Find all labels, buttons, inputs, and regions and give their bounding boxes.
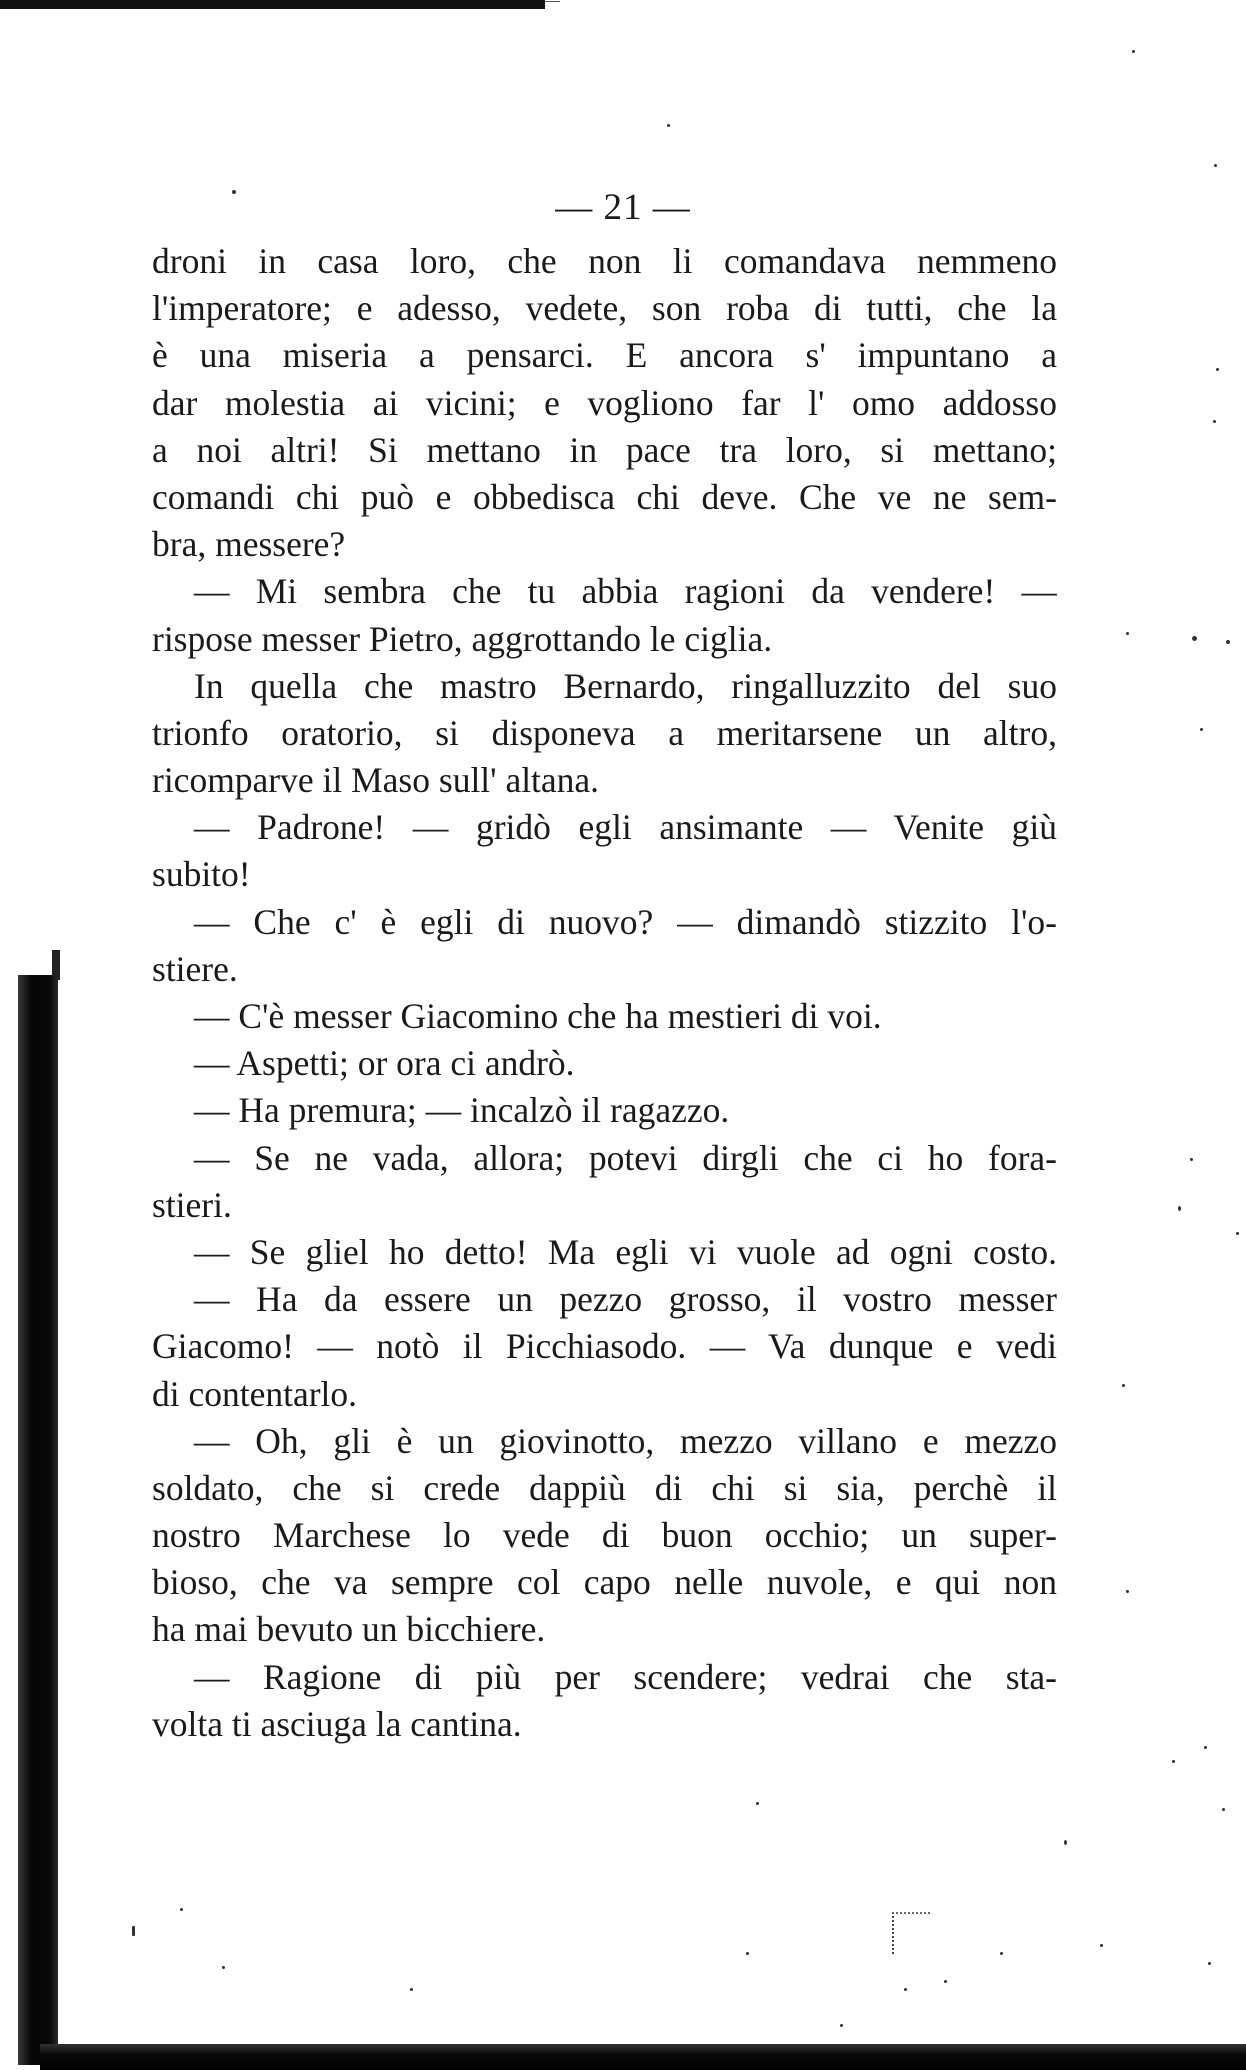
scan-speck (222, 1966, 225, 1969)
text-line: — C'è messer Giacomino che ha mestieri di voi. (194, 996, 882, 1036)
scan-speck (1204, 1746, 1207, 1749)
scan-speck (1192, 636, 1197, 641)
scan-speck (1200, 728, 1203, 731)
scan-speck (944, 1980, 947, 1983)
body-text (152, 238, 1057, 1748)
top-scan-border-tail (545, 1, 560, 2)
text-line: di contentarlo. (152, 1373, 358, 1414)
text-line: droni in casa loro, che non li comandava nemmeno (152, 241, 1057, 281)
text-line: — Se gliel ho detto! Ma egli vi vuole ad ogni costo. (194, 1231, 1057, 1272)
text-line: — Ha premura; — incalzò il ragazzo. (194, 1090, 730, 1131)
text-line: è una miseria a pensarci. E ancora s' impuntano a (152, 335, 1057, 376)
scan-speck (180, 1908, 183, 1911)
top-scan-border (0, 0, 545, 9)
text-line: volta ti asciuga la cantina. (152, 1703, 522, 1744)
text-line: comandi chi può e obbedisca chi deve. Che ve ne sem- (152, 476, 1057, 517)
scan-speck (1216, 368, 1219, 371)
page-number: — 21 — (555, 187, 691, 228)
scan-speck (840, 2024, 843, 2027)
text-line: — Se ne vada, allora; potevi dirgli che ci ho fora- (194, 1137, 1057, 1178)
scan-speck (1226, 640, 1230, 644)
text-line: subito! (152, 854, 251, 895)
left-scan-border (18, 975, 58, 2065)
text-line: ricomparve il Maso sull' altana. (152, 760, 600, 801)
scan-speck (1126, 632, 1129, 635)
text-line: — Ragione di più per scendere; vedrai che sta- (194, 1656, 1057, 1697)
text-line: a noi altri! Si mettano in pace tra loro, si mettano; (152, 429, 1057, 470)
text-line: l'imperatore; e adesso, vedete, son roba di tutti, che la (152, 288, 1057, 329)
text-line: stieri. (152, 1184, 232, 1225)
scan-speck (1190, 1158, 1193, 1161)
bottom-scan-border (40, 2044, 1246, 2070)
text-line: ha mai bevuto un bicchiere. (152, 1609, 546, 1650)
text-line: rispose messer Pietro, aggrottando le ciglia. (152, 618, 773, 659)
scan-speck (746, 1952, 749, 1955)
scan-speck (1122, 1384, 1125, 1387)
scan-speck (1213, 420, 1216, 423)
text-line: dar molestia ai vicini; e vogliono far l' omo addosso (152, 382, 1057, 423)
scan-speck (232, 190, 236, 194)
text-line: bioso, che va sempre col capo nelle nuvole, e qui non (152, 1562, 1057, 1603)
scan-speck (1172, 1760, 1175, 1763)
scan-smudge (892, 1912, 930, 1954)
text-line: trionfo oratorio, si disponeva a meritarsene un altro, (152, 712, 1057, 753)
scan-speck (1236, 1232, 1239, 1235)
text-line: — Aspetti; or ora ci andrò. (194, 1043, 575, 1084)
text-line: soldato, che si crede dappiù di chi si sia, perchè il (152, 1467, 1057, 1508)
scan-speck (1064, 1840, 1067, 1845)
text-line: — Padrone! — gridò egli ansimante — Venite giù (194, 807, 1057, 848)
text-line: bra, messere? (152, 524, 346, 565)
text-line: nostro Marchese lo vede di buon occhio; un super- (152, 1515, 1057, 1556)
text-line: — Oh, gli è un giovinotto, mezzo villano e mezzo (194, 1420, 1057, 1461)
text-line: stiere. (152, 948, 238, 989)
scan-speck (1100, 1944, 1103, 1947)
scan-speck (1000, 1952, 1003, 1955)
scan-speck (1208, 1962, 1211, 1965)
scan-speck (756, 1802, 759, 1805)
text-line: — Ha da essere un pezzo grosso, il vostro messer (194, 1279, 1057, 1320)
scan-speck (132, 1926, 135, 1936)
scan-speck (667, 124, 670, 127)
text-line: In quella che mastro Bernardo, ringalluzzito del suo (194, 665, 1057, 706)
scan-speck (904, 1988, 907, 1991)
scan-speck (1126, 1590, 1129, 1593)
text-line: — Mi sembra che tu abbia ragioni da vendere! — (194, 571, 1057, 612)
scan-speck (1214, 164, 1217, 167)
scan-speck (410, 1988, 413, 1991)
text-line: — Che c' è egli di nuovo? — dimandò stizzito l'o- (194, 901, 1057, 942)
text-line: Giacomo! — notò il Picchiasodo. — Va dunque e vedi (152, 1326, 1057, 1367)
scan-speck (1132, 50, 1135, 53)
scan-speck (1222, 1808, 1225, 1811)
scan-speck (1178, 1206, 1181, 1211)
